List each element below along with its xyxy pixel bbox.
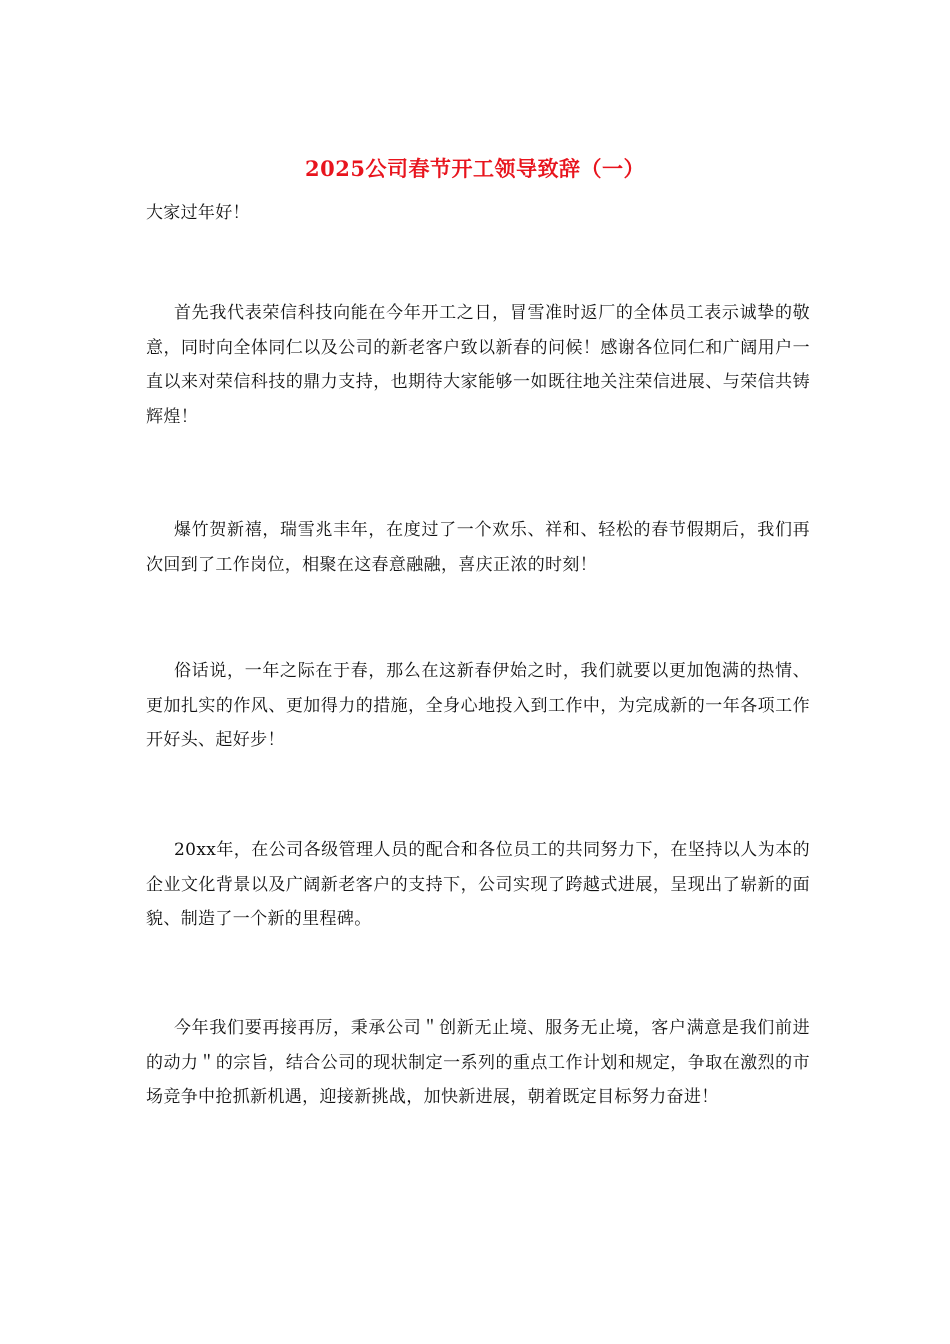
paragraph-3: 俗话说，一年之际在于春，那么在这新春伊始之时，我们就要以更加饱满的热情、更加扎实的作风、更加得力的措施，全身心地投入到工作中，为完成新的一年各项工作开好头、起好步！	[146, 661, 810, 750]
paragraph-2: 爆竹贺新禧，瑞雪兆丰年，在度过了一个欢乐、祥和、轻松的春节假期后，我们再次回到了工作岗位，相聚在这春意融融，喜庆正浓的时刻！	[146, 520, 810, 575]
greeting-text: 大家过年好！	[146, 203, 250, 223]
document-title: 2025公司春节开工领导致辞（一）	[305, 156, 645, 181]
paragraph-5: 今年我们要再接再厉，秉承公司＂创新无止境、服务无止境，客户满意是我们前进的动力＂的宗旨，结合公司的现状制定一系列的重点工作计划和规定，争取在激烈的市场竞争中抢抓新机遇，迎接新挑战，加快新进展，朝着既定目标努力奋进！	[146, 1018, 810, 1107]
paragraph-4: 20xx年，在公司各级管理人员的配合和各位员工的共同努力下，在坚持以人为本的企业文化背景以及广阔新老客户的支持下，公司实现了跨越式进展，呈现出了崭新的面貌、制造了一个新的里程碑。	[146, 840, 810, 929]
paragraph-1: 首先我代表荣信科技向能在今年开工之日，冒雪准时返厂的全体员工表示诚挚的敬意，同时向全体同仁以及公司的新老客户致以新春的问候！感谢各位同仁和广阔用户一直以来对荣信科技的鼎力支持，也期待大家能够一如既往地关注荣信进展、与荣信共铸辉煌！	[146, 303, 810, 427]
